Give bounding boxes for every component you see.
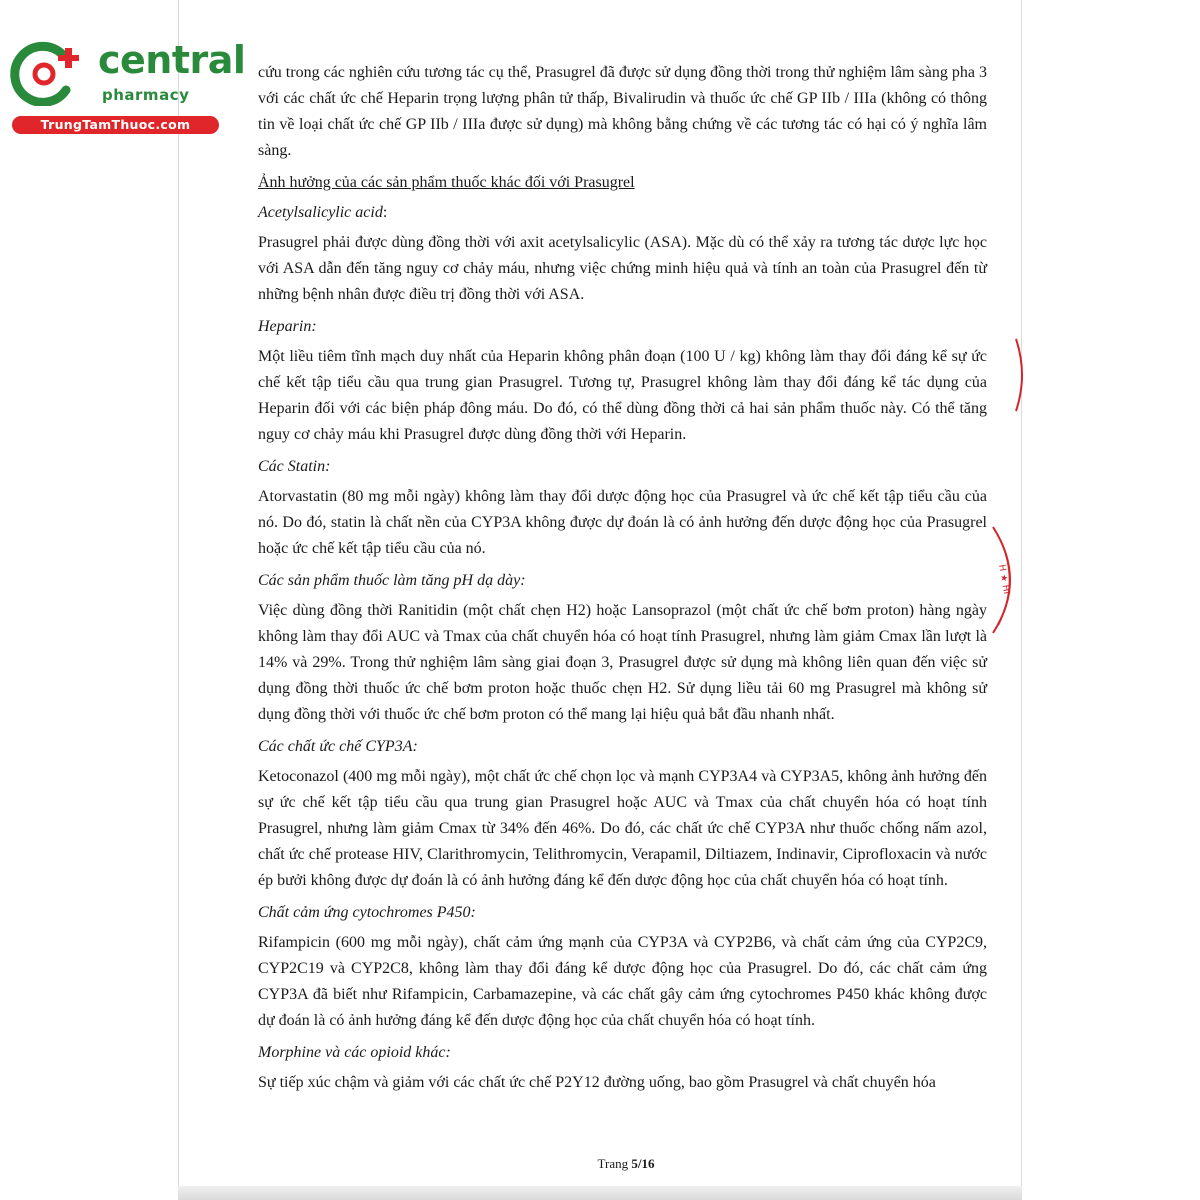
central-pharmacy-logo[interactable] (10, 38, 246, 138)
page-margin (0, 0, 178, 1200)
body-paragraph: Sự tiếp xúc chậm và giảm với các chất ức chế P2Y12 đường uống, bao gồm Prasugrel và chất chuyển hóa (258, 1074, 936, 1091)
logo-name: central (98, 38, 246, 82)
subsection-heading (258, 1040, 987, 1066)
subsection-heading-suffix: : (382, 204, 388, 221)
body-paragraph: Rifampicin (600 mg mỗi ngày), chất cảm ứng mạnh của CYP3A và CYP2B6, và chất cảm ứng của CYP2C9, CYP2C19 và CYP2C8, không làm thay đổi đáng kể dược động học của Prasugrel. Do đó, các chất cảm ứng CYP3A đã biết như Rifampicin, Carbamazepine, và các chất gây cảm ứng cytochromes P450 khác không được dự đoán là có ảnh hưởng đáng kể đến dược động học của chất chuyển hóa có hoạt tính. (258, 934, 987, 1029)
subsection-heading (258, 734, 987, 760)
subsection-heading-text: Các chất ức chế CYP3A: (258, 738, 418, 755)
document-body (258, 60, 987, 1102)
subsection-heading (258, 200, 987, 226)
subsection-heading-text: Heparin: (258, 318, 317, 335)
body-paragraph: cứu trong các nghiên cứu tương tác cụ thể, Prasugrel đã được sử dụng đồng thời trong thử nghiệm lâm sàng pha 3 với các chất ức chế Heparin trọng lượng phân tử thấp, Bivalirudin và thuốc ức chế GP IIb / IIIa (không có thông tin về loại chất ức chế GP IIb / IIIa được sử dụng) mà không bằng chứng về các tương tác có hại có ý nghĩa lâm sàng. (258, 64, 987, 159)
page-number-value: 5/16 (631, 1156, 655, 1171)
logo-url-badge[interactable]: TrungTamThuoc.com (12, 116, 219, 134)
body-paragraph: Một liều tiêm tĩnh mạch duy nhất của Heparin không phân đoạn (100 U / kg) không làm thay đổi đáng kể sự ức chế kết tập tiểu cầu qua trung gian Prasugrel. Tương tự, Prasugrel không làm thay đổi đáng kể tác dụng của Heparin đối với các biện pháp đông máu. Do đó, có thể dùng đồng thời cả hai sản phẩm thuốc này. Có thể tăng nguy cơ chảy máu khi Prasugrel được dùng đồng thời với Heparin. (258, 348, 987, 443)
subsection-heading-text: Chất cảm ứng cytochromes P450: (258, 904, 476, 921)
logo-subtitle: pharmacy (102, 86, 190, 104)
stamp-fragment-top (1010, 335, 1030, 415)
subsection-heading (258, 454, 987, 480)
logo-c-cross-icon (10, 40, 90, 106)
sheet-bottom-edge (178, 1186, 1022, 1200)
stamp-text: H ★ HI (996, 563, 1012, 596)
body-paragraph: Việc dùng đồng thời Ranitidin (một chất chẹn H2) hoặc Lansoprazol (một chất ức chế bơm proton) hàng ngày không làm thay đổi AUC và Tmax của chất chuyển hóa có hoạt tính Prasugrel, nhưng làm giảm Cmax lần lượt là 14% và 29%. Trong thử nghiệm lâm sàng giai đoạn 3, Prasugrel được sử dụng mà không liên quan đến việc sử dụng đồng thời thuốc ức chế bơm proton hoặc thuốc chẹn H2. Sử dụng liều tải 60 mg Prasugrel mà không sử dụng đồng thời với thuốc ức chế bơm proton có thể mang lại hiệu quả bắt đầu nhanh nhất. (258, 602, 987, 723)
body-paragraph: Ketoconazol (400 mg mỗi ngày), một chất ức chế chọn lọc và mạnh CYP3A4 và CYP3A5, không ảnh hưởng đến sự ức chế kết tập tiểu cầu qua trung gian Prasugrel hoặc AUC và Tmax của chất chuyển hóa có hoạt tính Prasugrel, nhưng làm giảm Cmax từ 34% đến 46%. Do đó, các chất ức chế CYP3A như thuốc chống nấm azol, chất ức chế protease HIV, Clarithromycin, Telithromycin, Verapamil, Diltiazem, Indinavir, Ciprofloxacin và nước ép bưởi không được dự đoán là có ảnh hưởng đáng kể đến dược động học của chất chuyển hóa có hoạt tính. (258, 768, 987, 889)
sheet-left-edge (178, 0, 179, 1200)
subsection-heading-text: Acetylsalicylic acid (258, 204, 383, 221)
subsection-heading-text: Các Statin: (258, 458, 331, 475)
subsection-heading-text: Morphine và các opioid khác: (258, 1044, 451, 1061)
subsection-heading (258, 900, 987, 926)
subsection-heading (258, 568, 987, 594)
section-heading: Ảnh hưởng của các sản phẩm thuốc khác đối với Prasugrel (258, 174, 635, 191)
page-number-prefix: Trang (597, 1156, 632, 1171)
page-number (0, 1156, 1200, 1172)
subsection-heading (258, 314, 987, 340)
subsection-heading-text: Các sản phẩm thuốc làm tăng pH dạ dày: (258, 572, 526, 589)
body-paragraph: Prasugrel phải được dùng đồng thời với axit acetylsalicylic (ASA). Mặc dù có thể xảy ra tương tác dược lực học với ASA dẫn đến tăng nguy cơ chảy máu, nhưng việc chứng minh hiệu quả và tính an toàn của Prasugrel đến từ những bệnh nhân được điều trị đồng thời với ASA. (258, 234, 987, 303)
stamp-fragment-middle (985, 525, 1025, 635)
body-paragraph: Atorvastatin (80 mg mỗi ngày) không làm thay đổi dược động học của Prasugrel và ức chế kết tập tiểu cầu của nó. Do đó, statin là chất nền của CYP3A không được dự đoán là có ảnh hưởng đến dược động học của Prasugrel hoặc ức chế kết tập tiểu cầu của nó. (258, 488, 987, 557)
